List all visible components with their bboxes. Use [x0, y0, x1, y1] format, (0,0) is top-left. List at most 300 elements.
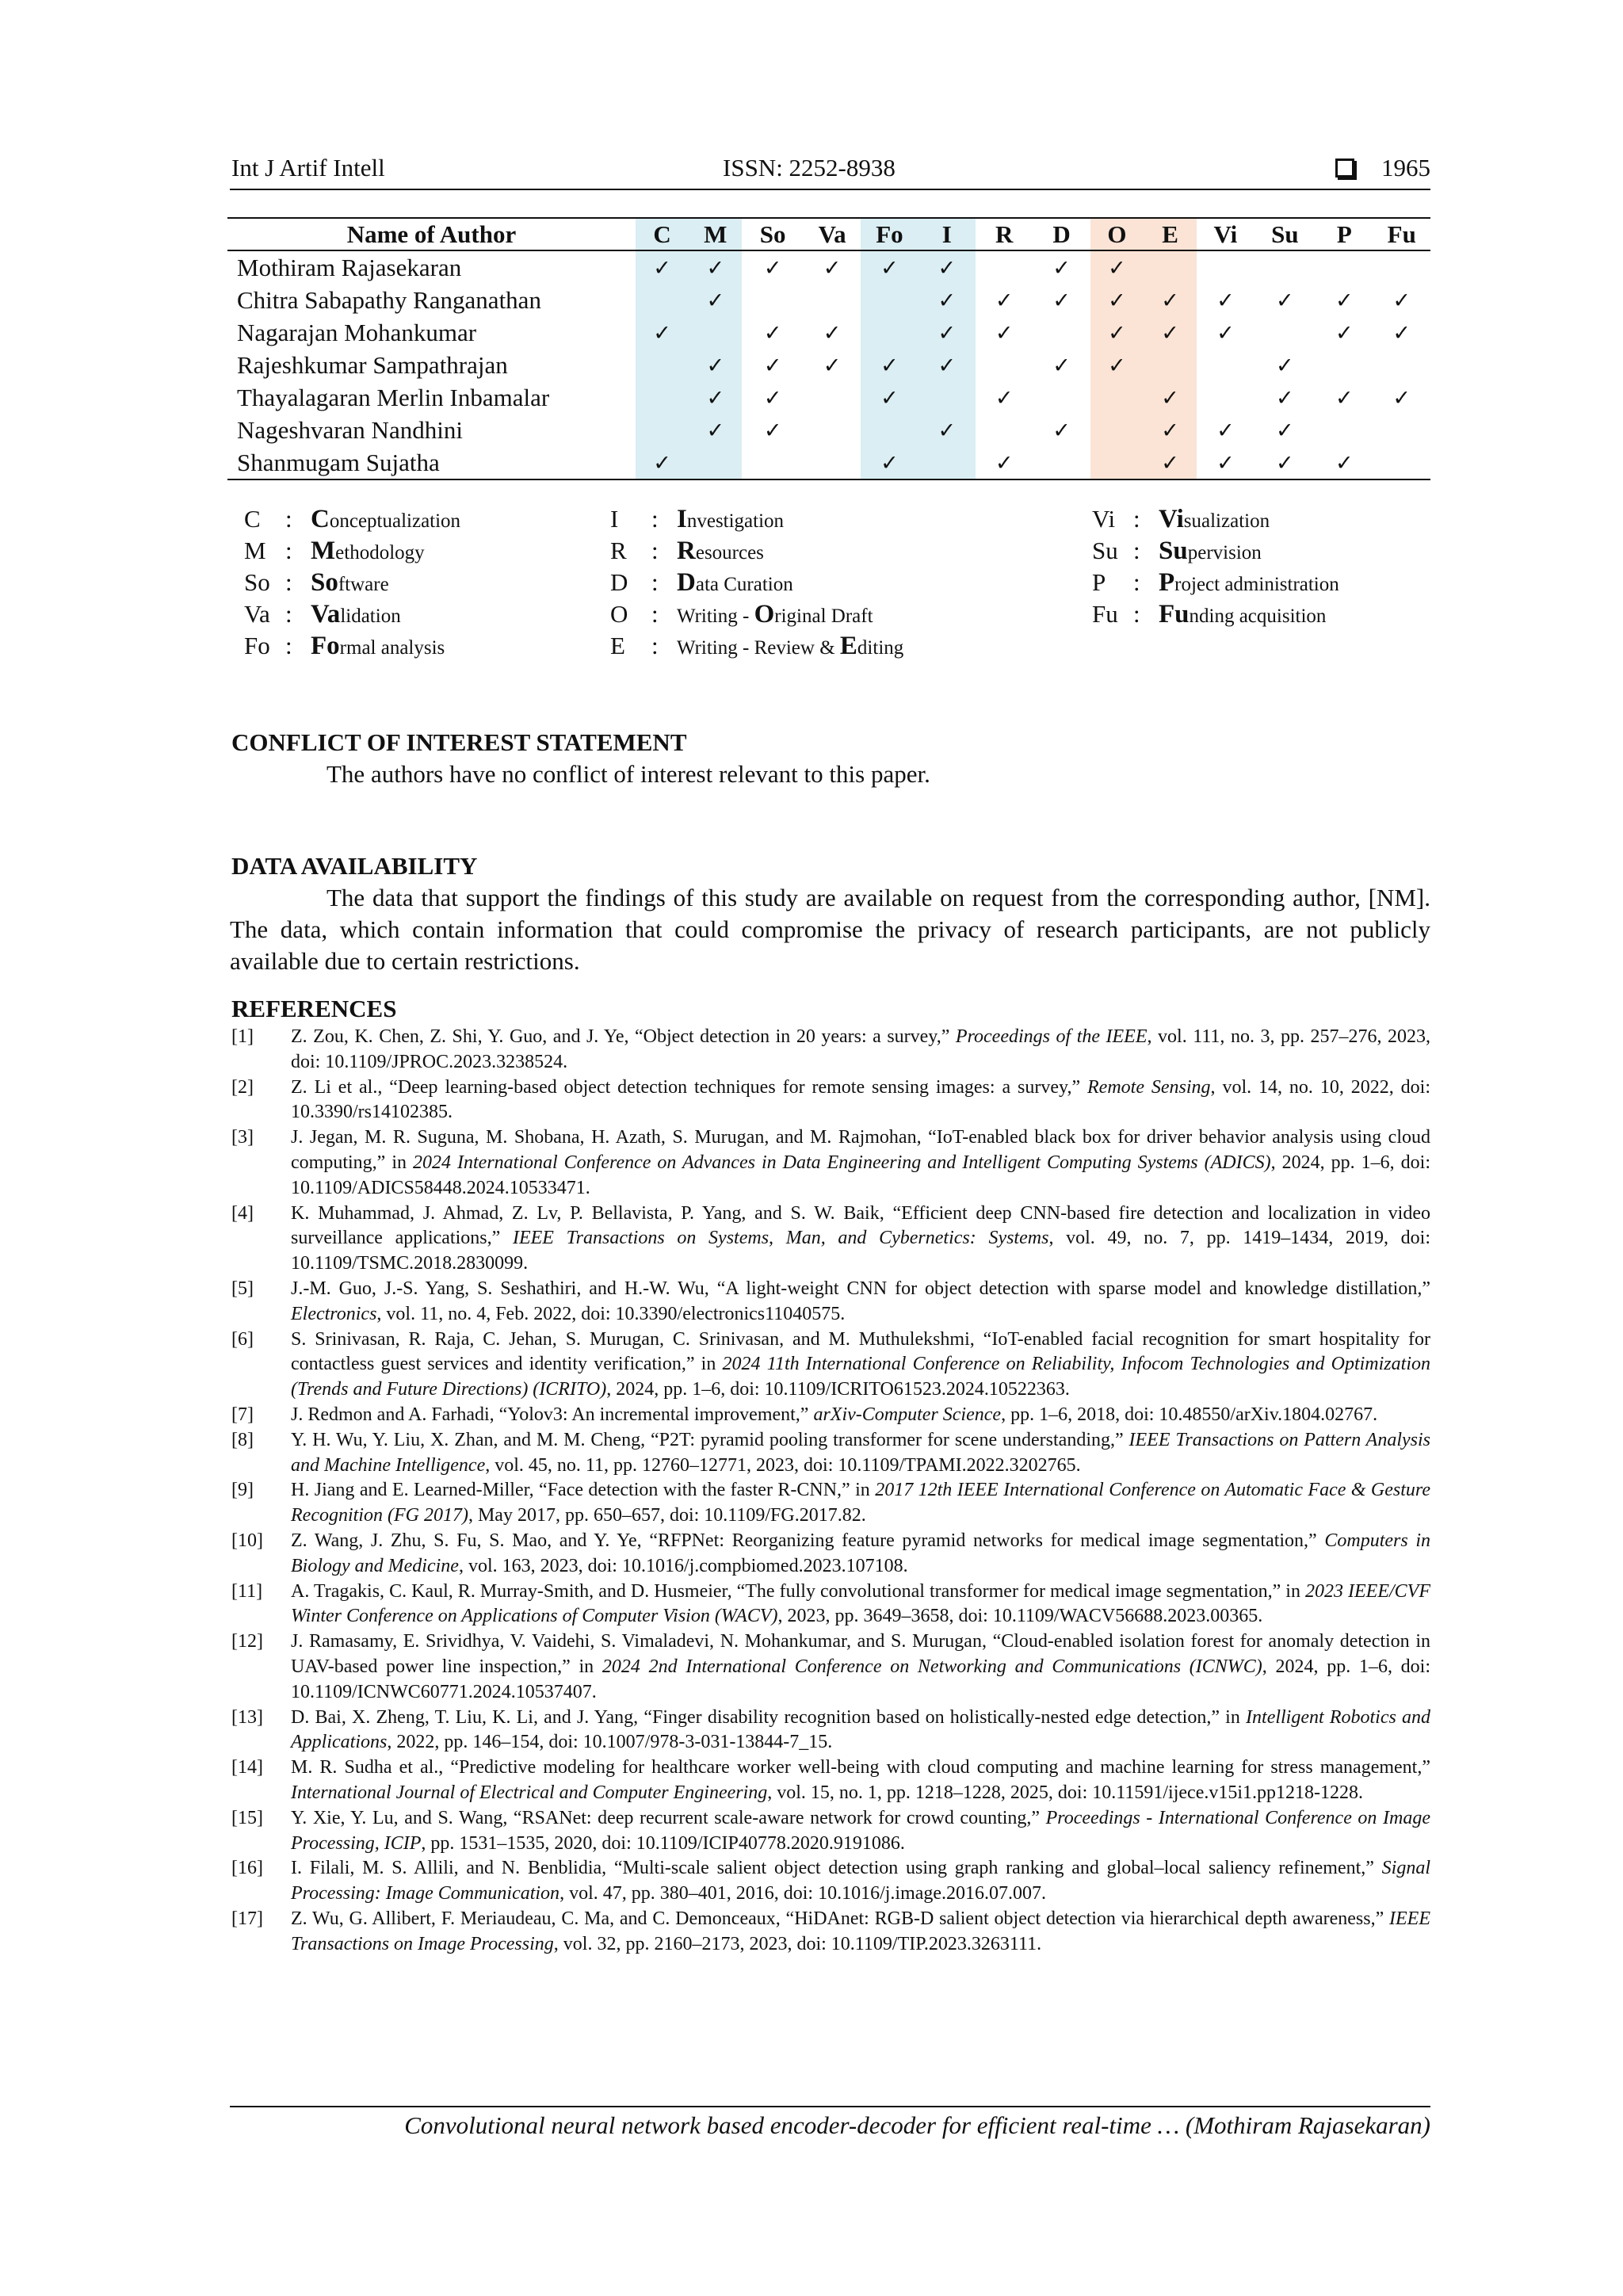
role-cell [742, 414, 804, 446]
table-row [227, 250, 1430, 284]
reference-number: [7] [231, 1404, 254, 1425]
legend-abbr: D [610, 568, 628, 596]
legend-item [610, 630, 903, 662]
role-cell [918, 381, 976, 414]
role-cell [861, 284, 918, 316]
author-name: Nageshvaran Nandhini [237, 416, 463, 444]
legend-colon: : [651, 537, 659, 564]
role-cell [1373, 381, 1430, 414]
checkmark-icon: ✓ [763, 321, 782, 346]
role-cell [1373, 446, 1430, 479]
role-cell [1144, 414, 1197, 446]
legend-initial: Su [1159, 537, 1188, 565]
role-cell [1254, 284, 1316, 316]
role-cell [1033, 284, 1090, 316]
legend-colon: : [285, 505, 292, 533]
checkmark-icon: ✓ [1216, 451, 1235, 476]
checkmark-icon: ✓ [1108, 353, 1126, 378]
conflict-title: CONFLICT OF INTEREST STATEMENT [231, 728, 687, 756]
reference-details: , May 2017, pp. 650–657, doi: 10.1109/FG.2017.82. [468, 1505, 866, 1526]
legend-rest: nvestigation [686, 510, 785, 532]
checkmark-icon: ✓ [1335, 288, 1354, 313]
checkmark-icon: ✓ [823, 321, 842, 346]
legend-rest: ftware [338, 574, 389, 595]
reference-item [230, 1706, 1430, 1756]
reference-number: [5] [231, 1278, 254, 1299]
legend-item [244, 598, 401, 630]
table-row [227, 349, 1430, 381]
checkmark-icon: ✓ [1216, 321, 1235, 346]
reference-venue: Signal Processing: Image Communication [291, 1858, 1430, 1904]
column-header-e: E [1144, 218, 1197, 250]
role-cell [689, 381, 742, 414]
column-header-va: Va [804, 218, 861, 250]
reference-authors-title: M. R. Sudha et al., “Predictive modeling for healthcare worker well-being with cloud computing and machine learning for stress management,” [291, 1757, 1430, 1778]
reference-number: [17] [231, 1908, 263, 1929]
checkmark-icon: ✓ [1335, 451, 1354, 476]
legend-rest: onceptualization [329, 510, 461, 532]
journal-name: Int J Artif Intell [231, 154, 385, 181]
author-name: Chitra Sabapathy Ranganathan [237, 286, 541, 314]
legend-item [610, 598, 873, 630]
reference-number: [14] [231, 1757, 263, 1778]
role-cell [1033, 316, 1090, 349]
table-row [227, 381, 1430, 414]
legend-initial: E [839, 632, 857, 660]
legend-colon: : [651, 600, 659, 628]
role-cell [1033, 446, 1090, 479]
checkmark-icon: ✓ [1392, 288, 1411, 313]
role-cell [1197, 316, 1254, 349]
checkmark-icon: ✓ [1161, 288, 1179, 313]
reference-venue: International Journal of Electrical and Computer Engineering [291, 1782, 768, 1803]
role-cell [918, 446, 976, 479]
checkmark-icon: ✓ [706, 256, 725, 281]
role-cell [976, 316, 1033, 349]
role-cell [1316, 349, 1373, 381]
legend-prefix: Writing - Review & [677, 637, 840, 659]
reference-item [230, 1277, 1430, 1328]
role-cell [1144, 250, 1197, 284]
column-header-so: So [742, 218, 804, 250]
checkmark-icon: ✓ [1161, 321, 1179, 346]
legend-colon: : [1133, 568, 1140, 596]
reference-authors-title: Y. H. Wu, Y. Liu, X. Zhan, and M. M. Cheng, “P2T: pyramid pooling transformer for scene understanding,” [291, 1429, 1129, 1450]
reference-authors-title: K. Muhammad, J. Ahmad, Z. Lv, P. Bellavista, P. Yang, and S. W. Baik, “Efficient deep CNN-based fire detection and localization in video surveillance applications,” [291, 1202, 1430, 1249]
checkmark-icon: ✓ [763, 353, 782, 378]
role-cell [742, 381, 804, 414]
checkmark-icon: ✓ [1052, 256, 1071, 281]
table-body [227, 250, 1430, 479]
reference-authors-title: Z. Wang, J. Zhu, S. Fu, S. Mao, and Y. Ye, “RFPNet: Reorganizing feature pyramid networks for medical image segmentation,” [291, 1530, 1325, 1551]
role-cell [636, 381, 689, 414]
role-cell [636, 414, 689, 446]
role-cell [1373, 284, 1430, 316]
role-cell [918, 284, 976, 316]
checkmark-icon: ✓ [995, 288, 1014, 313]
legend-abbr: E [610, 632, 625, 659]
checkmark-icon: ✓ [763, 256, 782, 281]
role-cell [742, 284, 804, 316]
reference-venue: arXiv-Computer Science [813, 1404, 1002, 1425]
legend-rest: pervision [1187, 542, 1262, 563]
reference-details: , 2022, pp. 146–154, doi: 10.1007/978-3-031-13844-7_15. [387, 1732, 833, 1753]
reference-authors-title: Z. Li et al., “Deep learning-based object detection techniques for remote sensing images: a survey,” [291, 1076, 1088, 1098]
reference-authors-title: J.-M. Guo, J.-S. Yang, S. Seshathiri, and H.-W. Wu, “A light-weight CNN for object detection with sparse model and knowledge distillation,” [291, 1278, 1430, 1299]
checkmark-icon: ✓ [1276, 451, 1294, 476]
reference-details: , 2023, pp. 3649–3658, doi: 10.1109/WACV56688.2023.00365. [777, 1606, 1263, 1627]
page-number-group [1335, 151, 1430, 185]
reference-number: [16] [231, 1858, 263, 1879]
legend-item [1092, 598, 1326, 630]
reference-item [230, 1075, 1430, 1126]
legend-rest: rmal analysis [339, 637, 445, 659]
reference-item [230, 1856, 1430, 1907]
reference-authors-title: A. Tragakis, C. Kaul, R. Murray-Smith, and D. Husmeier, “The fully convolutional transformer for medical image segmentation,” in [291, 1580, 1305, 1602]
legend-abbr: Fo [244, 632, 270, 659]
checkmark-icon: ✓ [653, 451, 671, 476]
reference-venue: 2024 International Conference on Advances in Data Engineering and Intelligent Computing Systems (ADICS) [413, 1152, 1271, 1173]
role-cell [1197, 414, 1254, 446]
role-cell [976, 446, 1033, 479]
role-cell [918, 414, 976, 446]
reference-venue: 2024 11th International Conference on Reliability, Infocom Technologies and Optimization (Trends and Future Directions) (ICRITO) [291, 1354, 1430, 1400]
legend-item [244, 535, 425, 567]
footer-rule [230, 2106, 1430, 2107]
role-cell [689, 414, 742, 446]
checkmark-icon: ✓ [995, 451, 1014, 476]
reference-item [230, 1201, 1430, 1277]
reference-details: , 2024, pp. 1–6, doi: 10.1109/ICRITO61523.2024.10522363. [606, 1379, 1070, 1400]
role-cell [1373, 316, 1430, 349]
reference-number: [2] [231, 1076, 254, 1098]
checkmark-icon: ✓ [706, 353, 725, 378]
legend-abbr: O [610, 600, 628, 628]
square-bullet-icon [1335, 159, 1354, 178]
role-cell [976, 250, 1033, 284]
role-cell [636, 284, 689, 316]
checkmark-icon: ✓ [1108, 321, 1126, 346]
role-cell [1254, 381, 1316, 414]
reference-venue: Computers in Biology and Medicine [291, 1530, 1431, 1576]
checkmark-icon: ✓ [880, 353, 899, 378]
legend-initial: Va [311, 600, 341, 628]
role-cell [1316, 414, 1373, 446]
reference-venue: 2017 12th IEEE International Conference on Automatic Face & Gesture Recognition (FG 2017) [291, 1480, 1430, 1526]
checkmark-icon: ✓ [1276, 353, 1294, 378]
author-name: Thayalagaran Merlin Inbamalar [237, 384, 550, 411]
legend-item [1092, 567, 1339, 598]
role-cell [1144, 381, 1197, 414]
reference-venue: Remote Sensing [1087, 1076, 1211, 1098]
running-header [230, 151, 1430, 185]
reference-details: , vol. 47, pp. 380–401, 2016, doi: 10.1016/j.image.2016.07.007. [559, 1883, 1047, 1904]
role-cell [1144, 446, 1197, 479]
reference-details: , 2024, pp. 1–6, doi: 10.1109/ICNWC60771.2024.10537407. [291, 1656, 1431, 1702]
legend-colon: : [651, 568, 659, 596]
role-cell [1373, 250, 1430, 284]
legend-colon: : [651, 632, 659, 659]
legend-abbr: So [244, 568, 270, 596]
references-title: REFERENCES [231, 995, 397, 1022]
checkmark-icon: ✓ [1161, 386, 1179, 411]
role-cell [689, 349, 742, 381]
reference-authors-title: S. Srinivasan, R. Raja, C. Jehan, S. Murugan, C. Srinivasan, and M. Muthulekshmi, “IoT-enabled facial recognition for smart hospitality for contactless guest services and identity verification,” in [291, 1328, 1430, 1375]
reference-item [230, 1580, 1430, 1630]
column-header-name: Name of Author [227, 218, 636, 250]
reference-authors-title: D. Bai, X. Zheng, T. Liu, K. Li, and J. Yang, “Finger disability recognition based on holistically-nested edge detection,” in [291, 1706, 1247, 1728]
legend-initial: P [1159, 568, 1175, 597]
reference-venue: IEEE Transactions on Image Processing [291, 1908, 1430, 1954]
data-availability-title: DATA AVAILABILITY [231, 852, 478, 880]
reference-number: [15] [231, 1807, 263, 1828]
checkmark-icon: ✓ [1161, 418, 1179, 443]
reference-authors-title: J. Redmon and A. Farhadi, “Yolov3: An incremental improvement,” [291, 1404, 814, 1425]
reference-authors-title: Z. Wu, G. Allibert, F. Meriaudeau, C. Ma, and C. Demonceaux, “HiDAnet: RGB-D salient object detection via hierarchical depth awareness,” [291, 1908, 1390, 1929]
legend-abbr: C [244, 505, 261, 533]
role-cell [689, 250, 742, 284]
role-cell [918, 349, 976, 381]
reference-venue: 2023 IEEE/CVF Winter Conference on Applications of Computer Vision (WACV) [291, 1580, 1430, 1627]
reference-item [230, 1529, 1430, 1580]
reference-venue: Proceedings of the IEEE [955, 1026, 1148, 1047]
legend-colon: : [651, 505, 659, 533]
legend-initial: M [311, 537, 336, 565]
role-cell [861, 316, 918, 349]
column-header-su: Su [1254, 218, 1316, 250]
column-header-fo: Fo [861, 218, 918, 250]
role-cell [804, 381, 861, 414]
role-cell [1254, 414, 1316, 446]
checkmark-icon: ✓ [1276, 418, 1294, 443]
reference-authors-title: Z. Zou, K. Chen, Z. Shi, Y. Guo, and J. Ye, “Object detection in 20 years: a survey,” [291, 1026, 956, 1047]
legend-initial: D [677, 568, 696, 597]
legend-colon: : [285, 568, 292, 596]
checkmark-icon: ✓ [1052, 288, 1071, 313]
role-cell [1197, 250, 1254, 284]
role-cell [1254, 349, 1316, 381]
role-cell [1144, 316, 1197, 349]
reference-item [230, 1328, 1430, 1403]
legend-item [244, 630, 445, 662]
reference-number: [13] [231, 1706, 263, 1728]
legend-colon: : [285, 537, 292, 564]
reference-venue: Electronics [291, 1303, 377, 1324]
legend-initial: O [754, 600, 775, 628]
checkmark-icon: ✓ [938, 353, 957, 378]
legend-rest: lidation [340, 606, 401, 627]
role-cell [1316, 284, 1373, 316]
column-header-d: D [1033, 218, 1090, 250]
legend-item [610, 535, 764, 567]
legend-abbr: Vi [1092, 505, 1116, 533]
role-cell [1197, 349, 1254, 381]
column-header-m: M [689, 218, 742, 250]
legend-initial: I [677, 505, 687, 533]
role-cell [1033, 250, 1090, 284]
legend-abbr: R [610, 537, 627, 564]
role-cell [742, 250, 804, 284]
legend-initial: Vi [1159, 505, 1184, 533]
role-cell [804, 414, 861, 446]
role-cell [976, 414, 1033, 446]
table-header-row [227, 218, 1430, 250]
column-header-vi: Vi [1197, 218, 1254, 250]
column-header-o: O [1090, 218, 1144, 250]
reference-item [230, 1907, 1430, 1958]
page [230, 151, 1431, 2139]
author-name: Rajeshkumar Sampathrajan [237, 351, 508, 379]
table-row [227, 284, 1430, 316]
author-name: Mothiram Rajasekaran [237, 254, 462, 281]
checkmark-icon: ✓ [1052, 353, 1071, 378]
role-cell [1254, 250, 1316, 284]
role-cell [1090, 446, 1144, 479]
column-header-r: R [976, 218, 1033, 250]
checkmark-icon: ✓ [880, 256, 899, 281]
reference-item [230, 1629, 1430, 1705]
reference-item [230, 1478, 1430, 1529]
checkmark-icon: ✓ [706, 418, 725, 443]
role-cell [804, 316, 861, 349]
reference-item [230, 1806, 1430, 1857]
role-cell [636, 250, 689, 284]
role-cell [1033, 381, 1090, 414]
conflict-text: The authors have no conflict of interest relevant to this paper. [327, 760, 930, 788]
reference-number: [4] [231, 1202, 254, 1224]
reference-item [230, 1403, 1430, 1428]
reference-details: , vol. 163, 2023, doi: 10.1016/j.compbiomed.2023.107108. [458, 1555, 908, 1576]
role-cell [804, 250, 861, 284]
reference-venue: Proceedings - International Conference on Image Processing, ICIP [291, 1807, 1430, 1854]
legend-abbr: Fu [1092, 600, 1118, 628]
table-row [227, 446, 1430, 479]
checkmark-icon: ✓ [653, 256, 671, 281]
legend-initial: R [677, 537, 696, 565]
checkmark-icon: ✓ [1108, 256, 1126, 281]
role-cell [742, 349, 804, 381]
author-name: Nagarajan Mohankumar [237, 319, 477, 346]
checkmark-icon: ✓ [1216, 288, 1235, 313]
role-cell [1144, 284, 1197, 316]
legend-initial: Fu [1159, 600, 1190, 628]
role-cell [861, 250, 918, 284]
reference-item [230, 1125, 1430, 1201]
legend-rest: diting [857, 637, 904, 659]
checkmark-icon: ✓ [880, 451, 899, 476]
legend-colon: : [1133, 537, 1140, 564]
role-cell [742, 446, 804, 479]
legend-item [244, 567, 389, 598]
checkmark-icon: ✓ [1392, 321, 1411, 346]
role-cell [976, 381, 1033, 414]
checkmark-icon: ✓ [880, 386, 899, 411]
legend-item [610, 567, 793, 598]
legend-rest: nding acquisition [1189, 606, 1327, 627]
role-cell [1090, 250, 1144, 284]
reference-list [230, 1025, 1430, 1957]
role-cell [1090, 316, 1144, 349]
reference-number: [8] [231, 1429, 254, 1450]
checkmark-icon: ✓ [938, 288, 957, 313]
legend-prefix: Writing - [677, 606, 754, 627]
role-cell [804, 349, 861, 381]
role-cell [636, 446, 689, 479]
checkmark-icon: ✓ [1108, 288, 1126, 313]
checkmark-icon: ✓ [1276, 288, 1294, 313]
checkmark-icon: ✓ [1392, 386, 1411, 411]
role-cell [689, 316, 742, 349]
reference-number: [11] [231, 1580, 263, 1602]
role-cell [1373, 349, 1430, 381]
legend-rest: esources [695, 542, 764, 563]
checkmark-icon: ✓ [995, 321, 1014, 346]
legend-rest: sualization [1183, 510, 1270, 532]
checkmark-icon: ✓ [1052, 418, 1071, 443]
role-cell [1144, 349, 1197, 381]
legend-initial: C [311, 505, 330, 533]
reference-number: [6] [231, 1328, 254, 1350]
issn: ISSN: 2252-8938 [723, 154, 896, 181]
checkmark-icon: ✓ [1335, 321, 1354, 346]
column-header-c: C [636, 218, 689, 250]
role-cell [1197, 284, 1254, 316]
checkmark-icon: ✓ [706, 386, 725, 411]
reference-number: [9] [231, 1480, 254, 1501]
role-cell [636, 316, 689, 349]
legend-rest: ata Curation [695, 574, 793, 595]
legend-abbr: Va [244, 600, 270, 628]
reference-details: , pp. 1–6, 2018, doi: 10.48550/arXiv.1804.02767. [1001, 1404, 1378, 1425]
reference-number: [10] [231, 1530, 263, 1551]
reference-details: , pp. 1531–1535, 2020, doi: 10.1109/ICIP40778.2020.9191086. [421, 1832, 905, 1854]
role-cell [1090, 349, 1144, 381]
legend-item [610, 503, 784, 535]
legend-colon: : [285, 600, 292, 628]
reference-details: , vol. 45, no. 11, pp. 12760–12771, 2023, doi: 10.1109/TPAMI.2022.3202765. [485, 1454, 1081, 1476]
table-row [227, 316, 1430, 349]
legend-abbr: I [610, 505, 619, 533]
role-cell [1197, 446, 1254, 479]
reference-details: , vol. 49, no. 7, pp. 1419–1434, 2019, doi: 10.1109/TSMC.2018.2830099. [291, 1228, 1431, 1274]
role-cell [1033, 349, 1090, 381]
checkmark-icon: ✓ [823, 353, 842, 378]
legend-item [244, 503, 460, 535]
checkmark-icon: ✓ [763, 418, 782, 443]
column-header-i: I [918, 218, 976, 250]
role-cell [918, 250, 976, 284]
reference-authors-title: J. Jegan, M. R. Suguna, M. Shobana, H. Azath, S. Murugan, and M. Rajmohan, “IoT-enabled black box for driver behavior analysis using cloud computing,” in [291, 1127, 1430, 1173]
role-cell [1033, 414, 1090, 446]
role-cell [689, 446, 742, 479]
role-cell [1090, 284, 1144, 316]
reference-number: [3] [231, 1127, 254, 1148]
role-cell [1090, 381, 1144, 414]
table-row [227, 414, 1430, 446]
role-cell [1373, 414, 1430, 446]
role-cell [804, 284, 861, 316]
role-cell [861, 414, 918, 446]
checkmark-icon: ✓ [1216, 418, 1235, 443]
checkmark-icon: ✓ [938, 256, 957, 281]
role-cell [689, 284, 742, 316]
role-cell [1316, 381, 1373, 414]
reference-details: , vol. 14, no. 10, 2022, doi: 10.3390/rs14102385. [291, 1076, 1430, 1123]
reference-item [230, 1025, 1430, 1075]
reference-venue: Intelligent Robotics and Applications [291, 1706, 1431, 1753]
page-number: 1965 [1381, 154, 1430, 181]
role-cell [1316, 316, 1373, 349]
